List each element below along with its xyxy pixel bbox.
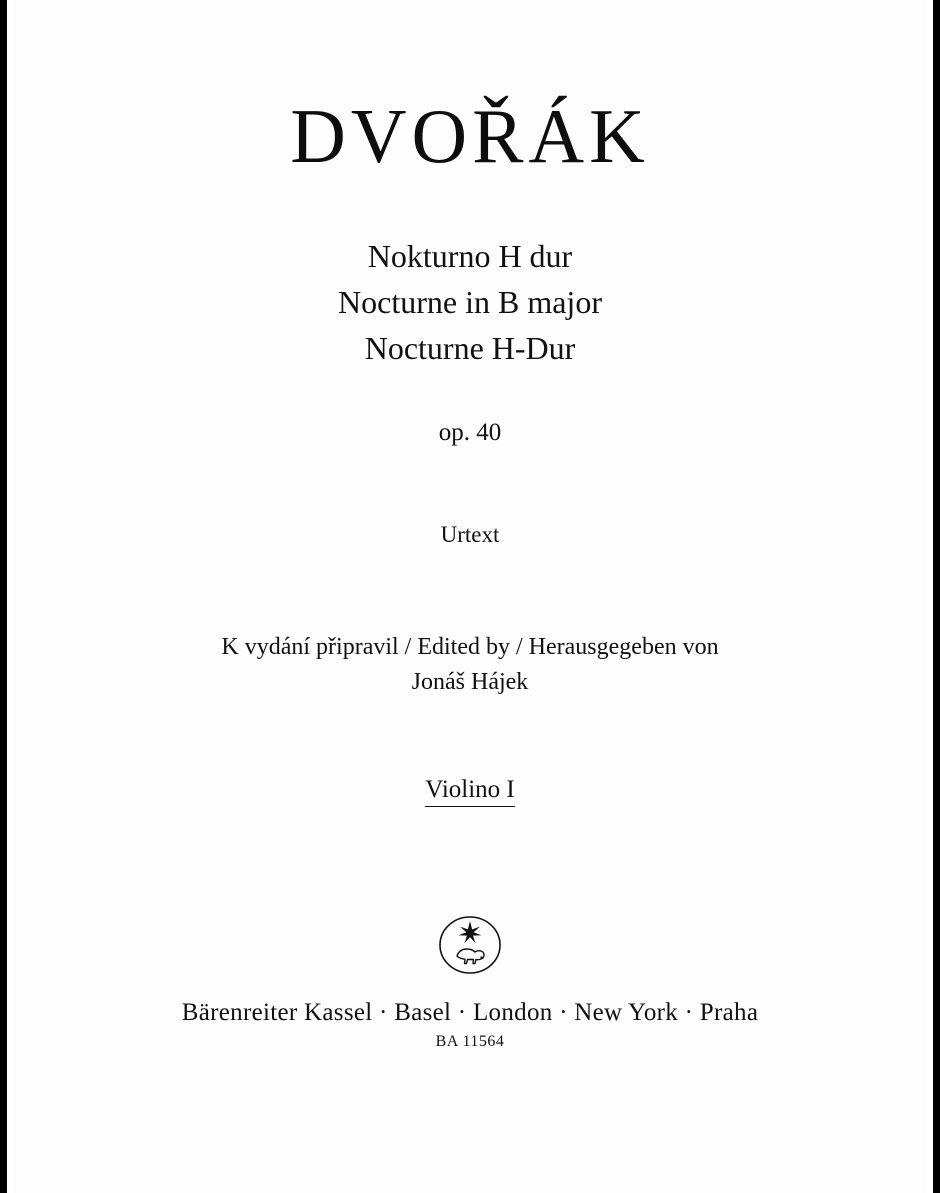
title-line-czech: Nokturno H dur [367,238,573,274]
editor-credit: K vydání připravil / Edited by / Herausgegeben von [221,634,719,660]
title-block [14,233,926,371]
edition-type: Urtext [440,522,500,547]
part-designation-label: Violino I [425,776,514,807]
editor-block [14,630,926,700]
publisher-line: Bärenreiter Kassel · Basel · London · New York · Praha [181,999,759,1026]
composer-name: DVOŘÁK [290,93,650,179]
part-designation [14,776,926,807]
plate-number: BA 11564 [435,1033,505,1050]
title-line-german: Nocturne H-Dur [364,330,576,366]
cover-sheet [14,0,926,1193]
barenreiter-lamb-icon [437,912,503,983]
title-line-english: Nocturne in B major [338,284,602,320]
publisher-logo-wrap [14,912,926,983]
editor-name: Jonáš Hájek [411,669,529,695]
opus-number: op. 40 [438,419,502,446]
